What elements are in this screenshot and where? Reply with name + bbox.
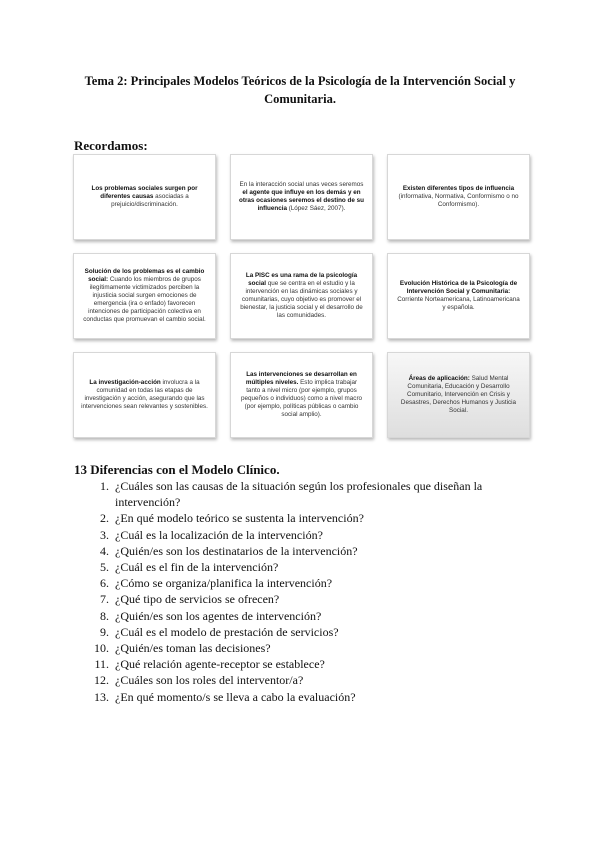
- card-bold-text: Existen diferentes tipos de influencia: [402, 185, 515, 192]
- card-text: involucra a la comunidad en todas las etapas de investigación y acción, asegurando que las intervenciones sean relevantes y sostenibles.: [81, 379, 208, 410]
- list-item: [92, 510, 532, 526]
- card-text: Esto implica trabajar tanto a nivel micro (por ejemplo, grupos pequeños o individuos) como a nivel macro (por ejemplo, políticas públicas o cambio social amplio).: [240, 379, 363, 418]
- recordamos-heading: Recordamos:: [74, 138, 148, 153]
- list-item: [92, 591, 532, 607]
- summary-card: [73, 352, 216, 438]
- list-item: [92, 575, 532, 591]
- list-number: 1.: [100, 479, 109, 493]
- list-item: [92, 689, 532, 705]
- list-text: ¿Quién/es son los agentes de intervención?: [115, 608, 322, 623]
- list-number: 6.: [100, 576, 109, 591]
- document-title: Tema 2: Principales Modelos Teóricos de la Psicología de la Intervención Social y Comunitaria.: [84, 74, 516, 106]
- card-bold-text: La PISC es una rama de la psicología social: [245, 272, 358, 287]
- card-text: Cuando los miembros de grupos ilegítimamente victimizados perciben la injusticia social surgen emociones de emergencia (ira o enfado) favorecen intenciones de participación colectiva en conductas que promuevan el cambio social.: [83, 276, 206, 323]
- list-text: ¿Quién/es toman las decisiones?: [115, 641, 271, 656]
- list-text: ¿Cuáles son los roles del interventor/a?: [115, 673, 304, 688]
- card-text: asociadas a prejuicio/discriminación.: [111, 193, 189, 208]
- card-bold-text: Áreas de aplicación:: [408, 375, 470, 382]
- list-number: 11.: [94, 657, 109, 672]
- summary-card: [73, 253, 216, 339]
- summary-card: [73, 154, 216, 240]
- list-text: ¿Cuál es el fin de la intervención?: [115, 560, 279, 575]
- card-text: que se centra en el estudio y la intervención en las dinámicas sociales y comunitarias, cuyo objetivo es promover el bienestar, la justicia social y el desarrollo de las comunidades.: [240, 280, 363, 319]
- summary-card: [387, 154, 530, 240]
- summary-card: [387, 352, 530, 438]
- summary-card: [387, 253, 530, 339]
- list-text: ¿Cuáles son las causas de la situación según los profesionales que diseñan la intervención?: [115, 479, 483, 510]
- summary-card: [230, 352, 373, 438]
- list-text: ¿Qué relación agente-receptor se establece?: [115, 657, 325, 672]
- card-text: (López Sáez, 2007).: [286, 205, 346, 212]
- list-item: [92, 543, 532, 559]
- list-item: [92, 656, 532, 672]
- list-item: [92, 559, 532, 575]
- list-number: 12.: [94, 673, 109, 688]
- list-item: [92, 624, 532, 640]
- list-number: 8.: [100, 608, 109, 623]
- list-item: [92, 608, 532, 624]
- list-item: [92, 527, 532, 543]
- list-number: 7.: [100, 592, 109, 607]
- list-number: 10.: [94, 641, 109, 656]
- list-number: 9.: [100, 624, 109, 639]
- list-number: 4.: [100, 543, 109, 558]
- list-text: ¿Cuál es la localización de la intervención?: [115, 527, 323, 542]
- list-text: ¿Quién/es son los destinatarios de la intervención?: [115, 543, 358, 558]
- list-text: ¿Cuál es el modelo de prestación de servicios?: [115, 624, 339, 639]
- card-text: (informativa, Normativa, Conformismo o no Conformismo).: [398, 193, 519, 208]
- list-text: ¿En qué modelo teórico se sustenta la intervención?: [115, 511, 364, 526]
- card-text: Corriente Norteamericana, Latinoamericana y española.: [397, 296, 520, 311]
- list-item: [92, 672, 532, 688]
- list-number: 3.: [100, 527, 109, 542]
- list-number: 2.: [100, 511, 109, 526]
- summary-card: [230, 154, 373, 240]
- list-text: ¿Qué tipo de servicios se ofrecen?: [115, 592, 280, 607]
- card-lead-text: En la interacción social unas veces seremos: [239, 181, 364, 188]
- card-bold-text: Los problemas sociales surgen por diferentes causas: [91, 185, 198, 200]
- card-bold-text: Las intervenciones se desarrollan en múltiples niveles.: [245, 371, 357, 386]
- section-title: 13 Diferencias con el Modelo Clínico.: [74, 462, 280, 477]
- card-bold-text: el agente que influye en los demás y en otras ocasiones seremos el destino de su influencia: [239, 189, 364, 212]
- questions-list: [92, 478, 532, 705]
- list-item: [92, 478, 532, 510]
- list-text: ¿En qué momento/s se lleva a cabo la evaluación?: [115, 689, 356, 704]
- card-bold-text: Evolución Histórica de la Psicología de Intervención Social y Comunitaria:: [399, 280, 518, 295]
- summary-card: [230, 253, 373, 339]
- card-text: Salud Mental Comunitaria, Educación y Desarrollo Comunitario, Intervención en Crisis y Desastres, Derechos Humanos y Justicia Social.: [400, 375, 517, 414]
- summary-cards-grid: [73, 154, 531, 438]
- list-number: 5.: [100, 560, 109, 575]
- list-text: ¿Cómo se organiza/planifica la intervención?: [115, 576, 333, 591]
- list-item: [92, 640, 532, 656]
- list-number: 13.: [94, 689, 109, 704]
- card-bold-text: La investigación-acción: [89, 379, 161, 386]
- card-bold-text: Solución de los problemas es el cambio social:: [84, 268, 205, 283]
